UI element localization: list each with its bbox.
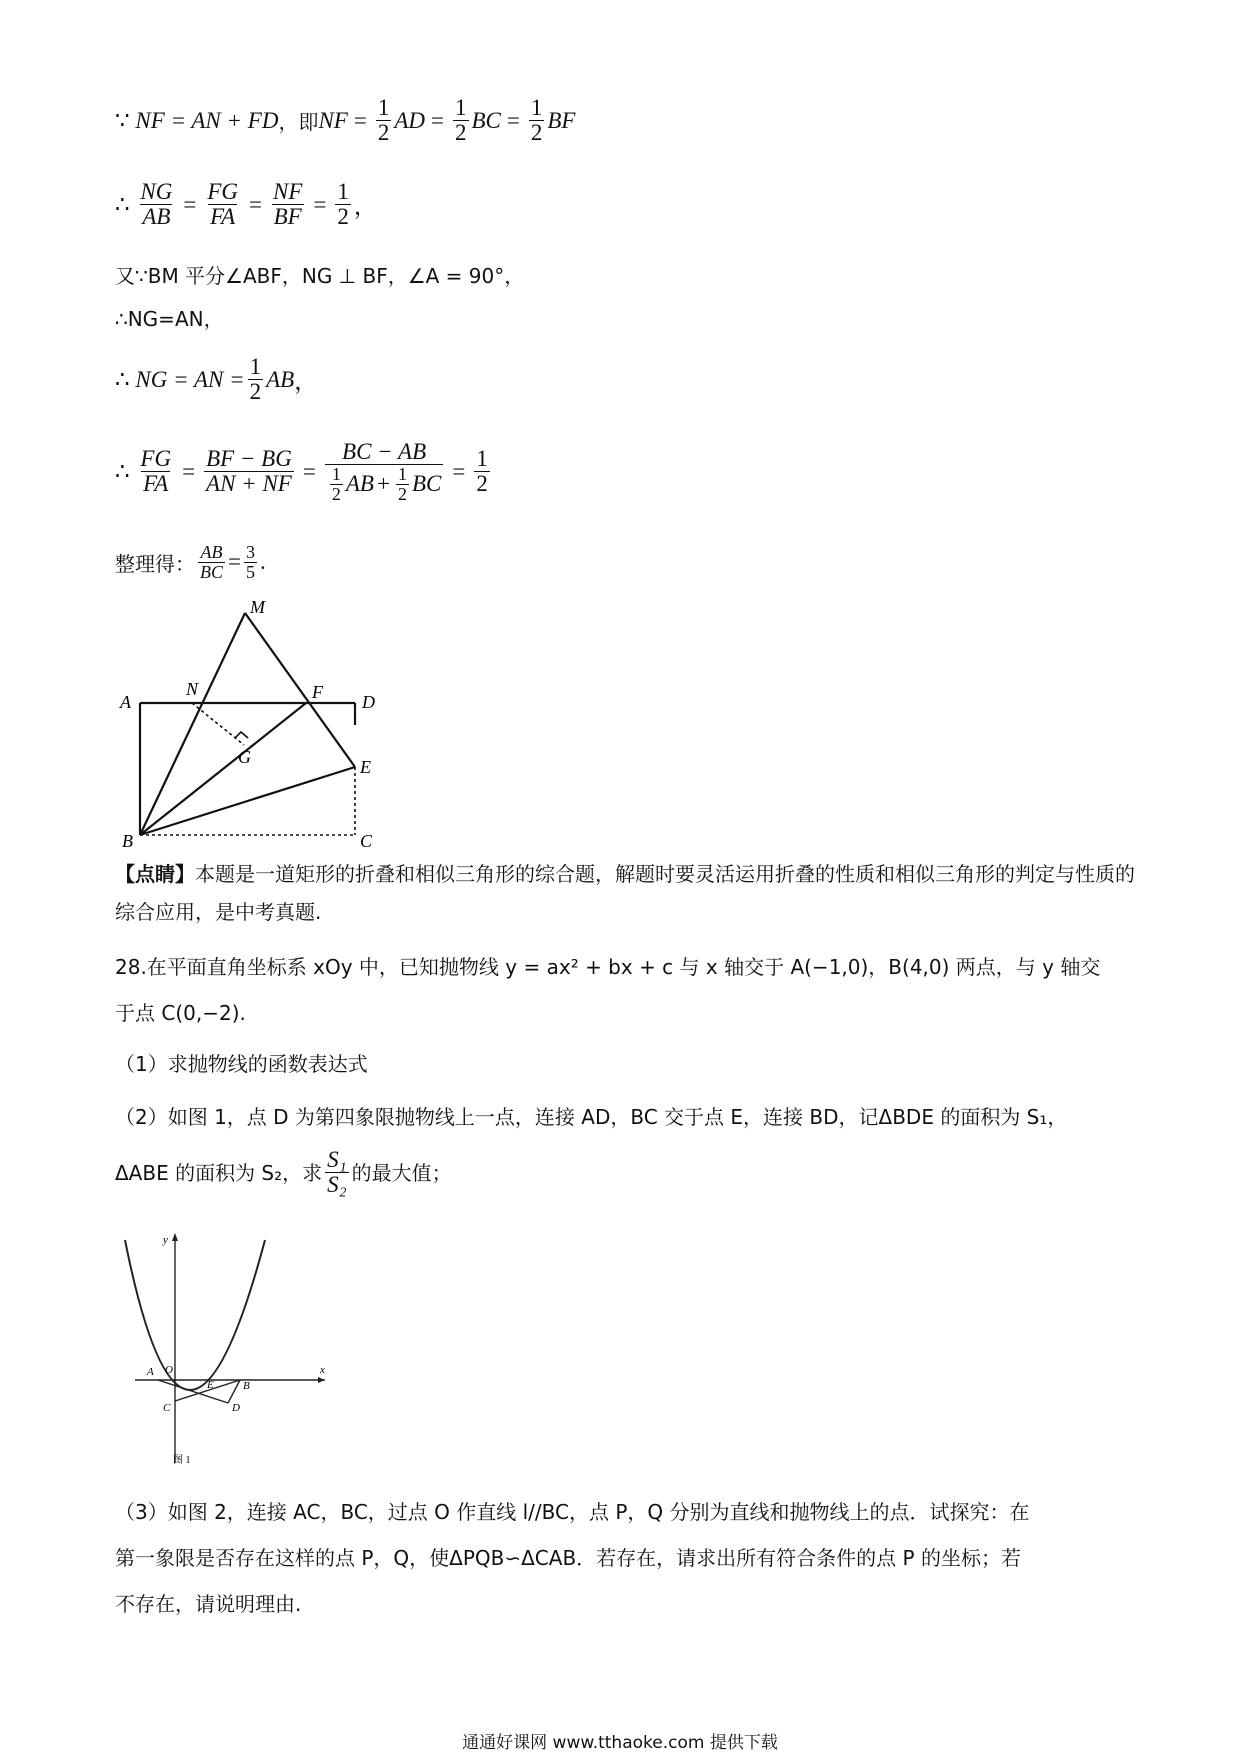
equation-nf-sum: NF = AN + FD	[135, 107, 279, 133]
label-f: F	[312, 682, 323, 702]
axis-label-y: y	[163, 1234, 168, 1246]
term-nf: NF	[318, 107, 348, 133]
comment-text: 本题是一道矩形的折叠和相似三角形的综合题，解题时要灵活运用折叠的性质和相似三角形的判定与性质的综合应用，是中考真题.	[115, 862, 1135, 924]
therefore-symbol: ∴	[115, 366, 130, 392]
comment-paragraph	[115, 855, 1135, 931]
fraction-fg-fa: $\frac{FG}{FA}$	[140, 446, 172, 497]
question-28-part-2: （2）如图 1，点 D 为第四象限抛物线上一点，连接 AD，BC 交于点 E，连接 BD，记ΔBDE 的面积为 S₁， ΔABE 的面积为 S₂，求 $\frac{\text{S₁}}{\text{S₂}}$ 的最大值；	[115, 1105, 1068, 1198]
label-d: D	[362, 692, 375, 712]
fraction-s1-s2: $\frac{\text{S₁}}{\text{S₂}}$	[327, 1147, 347, 1198]
label-b: B	[122, 831, 133, 851]
parabola-figure	[115, 1225, 355, 1475]
label-c: C	[163, 1402, 171, 1414]
label-a: A	[120, 692, 131, 712]
fraction-half: $\frac{1}{2}$	[530, 95, 543, 146]
fraction-ng-ab: $\frac{NG}{AB}$	[140, 179, 173, 230]
label-o: O	[165, 1364, 173, 1376]
fraction-ab-bc: $\frac{AB}{BC}$	[200, 542, 224, 582]
fraction-half: $\frac{1}{2}$	[476, 446, 488, 497]
label-e: E	[360, 757, 371, 777]
label-n: N	[186, 679, 199, 699]
fraction-half: $\frac{1}{2}$	[377, 95, 390, 146]
label-b: B	[243, 1380, 250, 1392]
fraction-half: $\frac{1}{2}$	[249, 354, 262, 405]
fraction-complex: BC − AB $\frac{1}{2}$ AB + $\frac{1}{2}$ BC	[325, 440, 443, 504]
question-28-part-3: （3）如图 2，连接 AC，BC，过点 O 作直线 l//BC，点 P，Q 分别为直线和抛物线上的点．试探究：在 第一象限是否存在这样的点 P，Q，使ΔPQB∽ΔCAB．若存在，请求出所有符合条件的点 P 的坐标；若 不存在，请说明理由.	[115, 1500, 1030, 1616]
comment-tag: 【点睛】	[115, 862, 195, 886]
geometry-figure-rectangle-fold	[110, 595, 390, 855]
fraction-three-fifths: $\frac{3}{5}$	[246, 542, 255, 582]
equation-line-2: ∴ $\frac{NG}{AB}$ = $\frac{FG}{FA}$ = $\frac{NF}{BF}$ = $\frac{1}{2}$ ，	[115, 179, 377, 230]
label-m: M	[250, 597, 265, 617]
label-d: D	[232, 1402, 240, 1414]
equation-line-6: ∴ $\frac{FG}{FA}$ = $\frac{BF - BG}{AN + NF}$ = BC − AB $\frac{1}{2}$ AB + $\frac{1}{2}$ BC = $\frac{1}{2}$	[115, 439, 488, 505]
term-bc: BC	[471, 107, 501, 133]
page-footer: 通通好课网 www.tthaoke.com 提供下载	[462, 1733, 778, 1753]
term-bf: BF	[547, 107, 576, 133]
label-e: E	[207, 1379, 214, 1391]
text-line-4: ∴NG=AN，	[115, 307, 224, 331]
therefore-symbol: ∴	[115, 458, 130, 484]
equation-line-5: ∴ NG = AN = $\frac{1}{2}$ AB ，	[115, 354, 318, 405]
label-c: C	[360, 831, 373, 851]
question-28-stem: 28.在平面直角坐标系 xOy 中，已知抛物线 y = ax² + bx + c 与 x 轴交于 A(−1,0)，B(4,0) 两点，与 y 轴交 于点 C(0,−2).	[115, 955, 1101, 1025]
equation-line-1: ∵ NF = AN + FD ，即 NF = $\frac{1}{2}$ AD = $\frac{1}{2}$ BC = $\frac{1}{2}$ BF	[115, 95, 576, 146]
fraction-nf-bf: $\frac{NF}{BF}$	[272, 179, 303, 230]
text-line-3: 又∵BM 平分∠ABF，NG ⊥ BF，∠A = 90°，	[115, 264, 525, 288]
connector-text: ，即	[278, 110, 319, 135]
fraction-half: $\frac{1}{2}$	[337, 179, 349, 230]
equation-line-7: 整理得： $\frac{AB}{BC}$ = $\frac{3}{5}$ .	[115, 542, 266, 582]
result-label: 整理得：	[115, 551, 195, 576]
equation-ng-an: NG = AN =	[135, 366, 245, 392]
fraction-fg-fa: $\frac{FG}{FA}$	[207, 179, 238, 230]
fraction-bf-bg: $\frac{BF - BG}{AN + NF}$	[206, 446, 292, 497]
term-ab: AB	[266, 366, 295, 392]
therefore-symbol: ∴	[115, 191, 130, 217]
because-symbol: ∵	[115, 107, 130, 133]
label-g: G	[238, 747, 251, 767]
label-a: A	[147, 1366, 154, 1378]
axis-label-x: x	[320, 1364, 325, 1376]
fraction-half: $\frac{1}{2}$	[455, 95, 467, 146]
figure-caption: 图 1	[173, 1455, 191, 1466]
term-ad: AD	[394, 107, 426, 133]
question-28-part-1: （1）求抛物线的函数表达式	[115, 1052, 368, 1076]
